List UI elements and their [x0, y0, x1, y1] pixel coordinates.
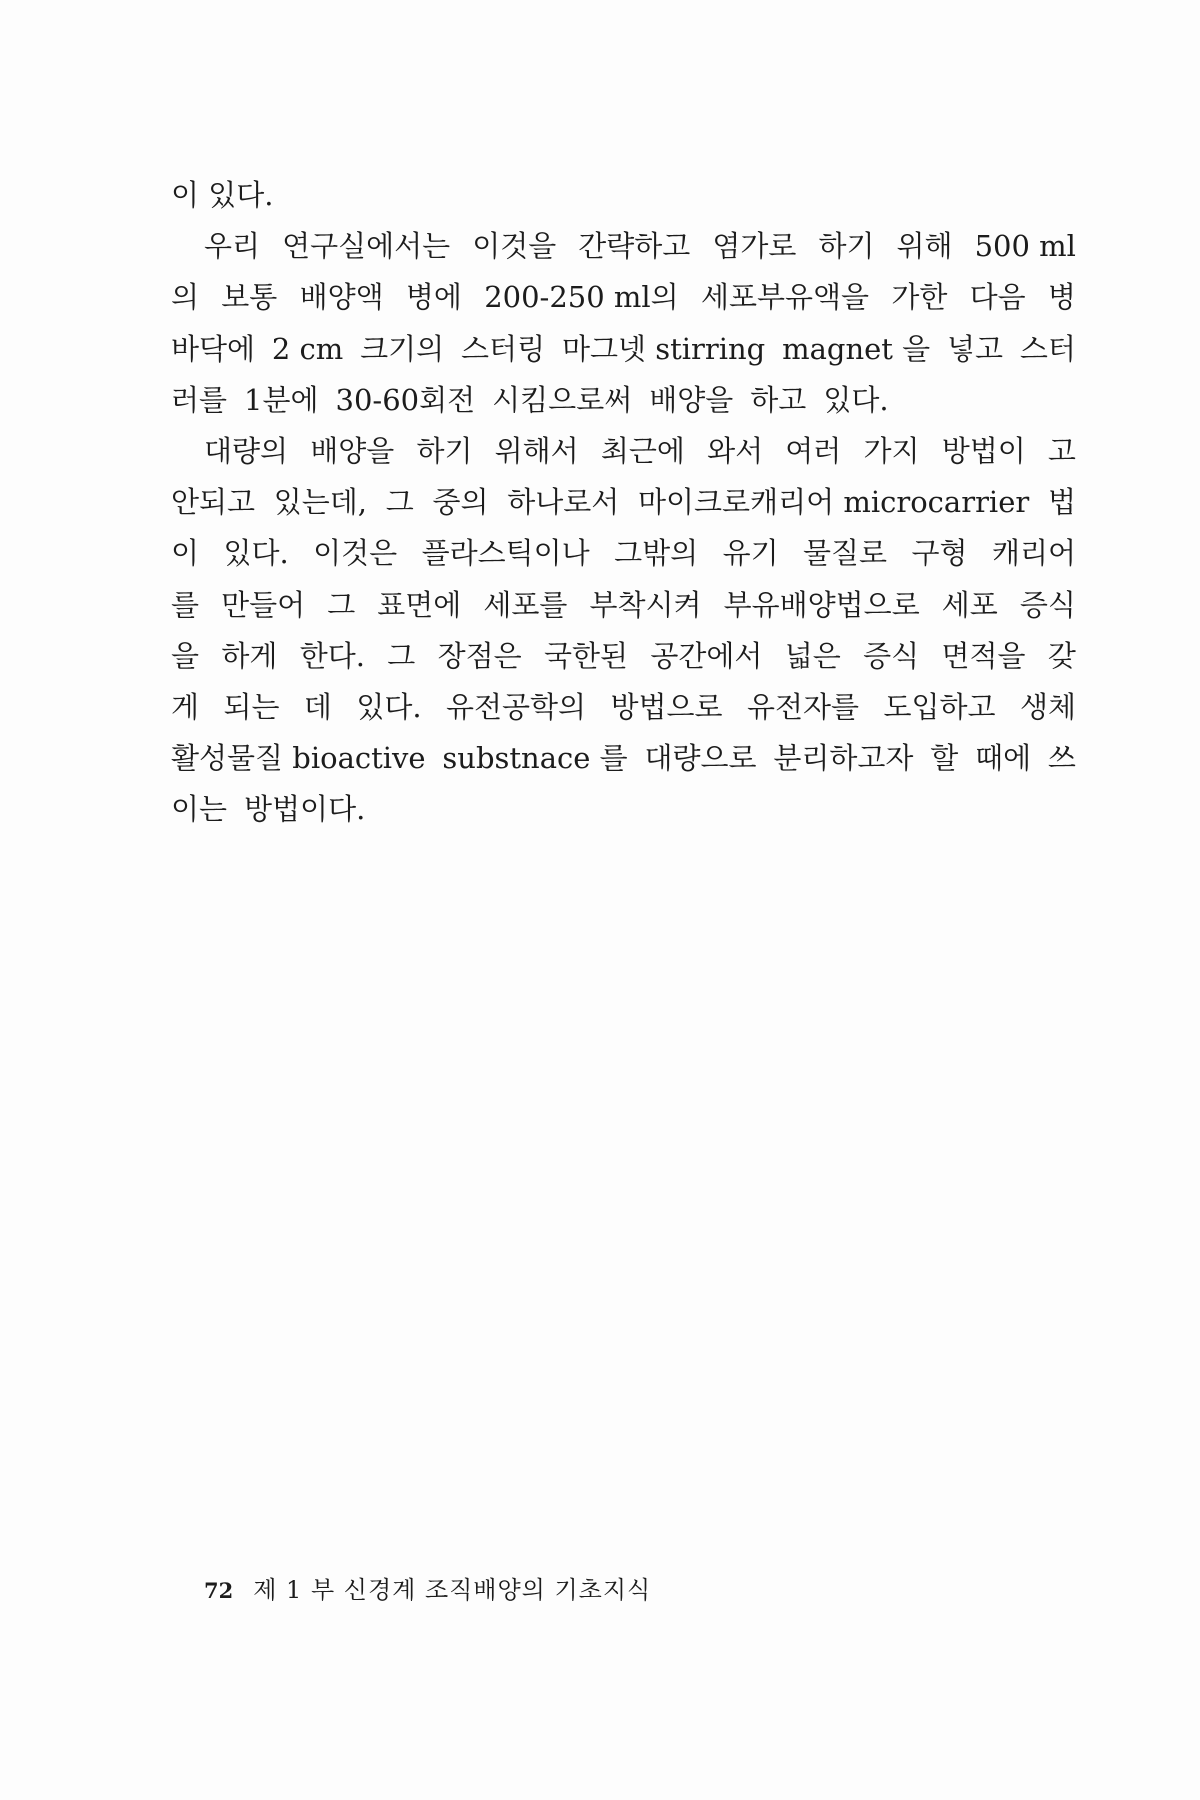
word: 위해 — [896, 229, 953, 264]
word: 방법으로 — [610, 689, 723, 724]
word: 을 — [171, 638, 200, 673]
word: 부착시켜 — [589, 587, 702, 622]
word: magnet 을 — [782, 331, 931, 366]
word: 간략하고 — [578, 229, 691, 264]
word: 유기 — [722, 536, 779, 571]
word: 게 — [171, 689, 200, 724]
word: 중의 — [432, 485, 489, 520]
word: 증식 — [1019, 587, 1076, 622]
word: 물질로 — [803, 536, 888, 571]
word: 면적을 — [941, 638, 1026, 673]
word: 이것을 — [472, 229, 557, 264]
word: 러를 — [171, 382, 228, 417]
word: 데 — [303, 689, 332, 724]
word: 있다. — [823, 382, 889, 417]
text-line — [171, 477, 1076, 528]
word: 유전자를 — [746, 689, 860, 724]
text-line — [171, 170, 1076, 221]
text-line — [171, 272, 1076, 323]
word: 하게 — [221, 638, 278, 673]
word: 만들어 — [221, 587, 306, 622]
text-line — [171, 324, 1076, 375]
body-text — [171, 170, 1076, 835]
word: 여러 — [785, 433, 842, 468]
word: 갖 — [1047, 638, 1076, 673]
word: 증식 — [863, 638, 920, 673]
word: 그 — [327, 587, 356, 622]
word: 2 cm — [271, 331, 344, 366]
word: 하고 — [750, 382, 807, 417]
word: 분리하고자 — [773, 741, 914, 776]
word: 공간에서 — [650, 638, 763, 673]
word: 있다. — [223, 536, 289, 571]
word: 고 — [1047, 433, 1076, 468]
word: 세포 — [941, 587, 998, 622]
word: 방법이 — [941, 433, 1026, 468]
word: 플라스틱이나 — [421, 536, 590, 571]
word: 최근에 — [600, 433, 685, 468]
word: 스터 — [1019, 331, 1076, 366]
text-line — [171, 580, 1076, 631]
word: 표면에 — [377, 587, 462, 622]
word: 방법이다. — [244, 792, 366, 827]
word: 스터링 — [461, 331, 546, 366]
running-footer-title: 제 1 부 신경계 조직배양의 기초지식 — [253, 1576, 652, 1604]
word: 가지 — [863, 433, 920, 468]
word: 있다. — [356, 689, 422, 724]
word: 이는 — [171, 792, 228, 827]
word: 배양액 — [299, 280, 384, 315]
text-line — [171, 221, 1076, 272]
word: 이 — [171, 536, 200, 571]
word: 하기 — [416, 433, 473, 468]
word: 도입하고 — [883, 689, 996, 724]
text-line — [171, 733, 1076, 784]
word: 되는 — [223, 689, 280, 724]
word: 크기의 — [360, 331, 445, 366]
page-footer — [204, 1570, 651, 1605]
text-line — [171, 528, 1076, 579]
word: 있는데, — [273, 485, 368, 520]
word: 200-250 ml의 — [484, 280, 679, 315]
word: 배양을 — [649, 382, 734, 417]
text-line — [171, 682, 1076, 733]
word: 넣고 — [947, 331, 1004, 366]
word: 하기 — [818, 229, 875, 264]
word: 세포를 — [483, 587, 568, 622]
word: 우리 — [204, 229, 261, 264]
text-line — [171, 375, 1076, 426]
word: 구형 — [911, 536, 968, 571]
text-line — [171, 784, 1076, 835]
word: 와서 — [707, 433, 764, 468]
word: 그밖의 — [614, 536, 699, 571]
word: 활성물질 bioactive — [171, 741, 426, 776]
word: 안되고 — [171, 485, 256, 520]
word: 위해서 — [494, 433, 579, 468]
word: 대량으로 — [644, 741, 757, 776]
word: 병에 — [405, 280, 462, 315]
word: 할 — [930, 741, 959, 776]
word: 보통 — [221, 280, 278, 315]
word: 그 — [387, 638, 416, 673]
word: 를 — [171, 587, 200, 622]
word: 때에 — [975, 741, 1032, 776]
word: 생체 — [1019, 689, 1076, 724]
word: 넓은 — [784, 638, 841, 673]
word: 다음 — [969, 280, 1026, 315]
page-number: 72 — [204, 1578, 234, 1603]
word: 병 — [1047, 280, 1076, 315]
word: 유전공학의 — [446, 689, 587, 724]
word: 마그넷 stirring — [561, 331, 766, 366]
word: 세포부유액을 — [700, 280, 870, 315]
word: 1분에 — [244, 382, 319, 417]
word: 쓰 — [1047, 741, 1076, 776]
word: 대량의 — [204, 433, 289, 468]
word: 500 ml — [974, 229, 1076, 264]
word: 30-60회전 — [335, 382, 476, 417]
word: 가한 — [891, 280, 948, 315]
word: 배양을 — [310, 433, 395, 468]
word: 마이크로캐리어 microcarrier — [638, 485, 1030, 520]
word: 장점은 — [437, 638, 522, 673]
text-line — [171, 426, 1076, 477]
word: 한다. — [299, 638, 365, 673]
word: 이 있다. — [171, 178, 274, 212]
word: 국한된 — [544, 638, 629, 673]
word: 의 — [171, 280, 200, 315]
word: substnace 를 — [442, 741, 628, 776]
word: 이것은 — [313, 536, 398, 571]
text-line — [171, 631, 1076, 682]
word: 염가로 — [712, 229, 797, 264]
word: 바닥에 — [171, 331, 256, 366]
word: 그 — [385, 485, 414, 520]
word: 시킴으로써 — [492, 382, 633, 417]
word: 캐리어 — [991, 536, 1076, 571]
word: 법 — [1047, 485, 1076, 520]
word: 부유배양법으로 — [723, 587, 920, 622]
word: 연구실에서는 — [282, 229, 451, 264]
word: 하나로서 — [507, 485, 620, 520]
